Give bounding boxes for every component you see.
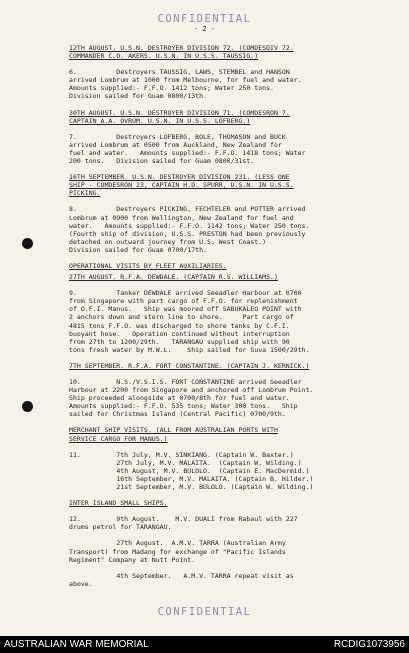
paragraph-line: tons fresh water by M.W.L. Ship sailed for Suva 1500/29th. [69,345,310,354]
paragraph-line: 4th August, M.V. BULOLO. (Captain E. MacDermid.) [69,466,310,475]
punch-hole [22,238,33,249]
paragraph-line: detached on outward journey from U.S. West Coast.) [69,237,267,246]
paragraph-line: (Fourth ship of division, U.S.S. PRESTON had been previously [69,229,306,238]
paragraph-line: arrived Lombrum at 0500 from Auckland, New Zealand for [69,140,282,149]
paragraph-line: Division sailed for Guam 0700/17th. [69,245,207,254]
report-body [69,44,357,588]
paragraph-line: 10. N.S./V.S.I.S. FORT CONSTANTINE arrived Seeadler [69,378,302,386]
section-heading: 7TH SEPTEMBER. R.F.A. FORT CONSTANTINE. (CAPTAIN J. KERNICK.) [69,361,310,370]
paragraph-line: 9. Tanker DEWDALE arrived Seeadler Harbour at 0700 [69,289,302,298]
paragraph-line: of O.F.I. Manus. Ship was moored off SABUKALEO POINT with [69,305,302,314]
paragraph-line: 4815 tons F.F.O. was discharged to shore tanks by C.F.I. [69,321,290,330]
archive-name: AUSTRALIAN WAR MEMORIAL [4,639,149,650]
section-heading: MERCHANT SHIP VISITS. (ALL FROM AUSTRALIAN PORTS WITH [69,426,278,435]
paragraph-line: buoyant hose. Operation continued without interruption [69,329,290,338]
paragraph-line: 21st September, M.V. BULOLO. (Captain W. Wilding.) [69,483,314,492]
paragraph-line: arrived Lombrum at 1000 from Melbourne, for fuel and water. [69,76,302,85]
archive-footer-bar [0,636,409,653]
paragraph-line: 27th August. A.M.V. TARRA (Australian Army [69,539,286,548]
section-heading: 30TH AUGUST. U.S.N. DESTROYER DIVISION 71. (COMDESRON 7. [69,108,290,117]
confidential-stamp-bottom: CONFIDENTIAL [157,606,252,618]
section-heading: COMMANDER C.O. AKERS. U.S.N. IN U.S.S. TAUSSIG.) [69,52,259,61]
section-heading: 12TH AUGUST. U.S.N. DESTROYER DIVISION 72. (COMDESDIV 72. [69,44,294,52]
paragraph-line: Division sailed for Guam 0800/13th. [69,92,207,101]
section-heading: SHIP - COMDESRON 23, CAPTAIN H.D. SPURR, U.S.N. IN U.S.S. [69,181,294,190]
paragraph-line: sailed for Christmas Island (Central Pacific) 0700/9th. [69,410,286,419]
record-id: RCDIG1073956 [333,639,405,650]
section-heading: CAPTAIN A.A. OVRUM. U.S.N. IN U.S.S. LOFBERG.) [69,116,251,125]
paragraph-line: 6. Destroyers TAUSSIG, LAWS, STEMBEL and HANSON [69,68,290,77]
paragraph-line: water. Amounts supplied:- F.F.O. 1142 tons; Water 250 tons. [69,221,310,230]
section-heading: OPERATIONAL VISITS BY FLEET AUXILIARIES. [69,261,227,270]
paragraph-line: 27th July, M.V. MALAITA. (Captain W. Wilding.) [69,458,302,467]
paragraph-line: 12. 9th August. M.V. DUALI from Rabaul with 227 [69,515,298,524]
paragraph-line: 200 tons. Division sailed for Guam 0800/31st. [69,157,255,166]
section-heading: SERVICE CARGO FOR MANUS.) [69,434,168,443]
section-heading: PICKING. [69,189,101,198]
paragraph-line: Transport) from Madang for exchange of "Pacific Islands [69,547,286,556]
paragraph-line: Amounts supplied:- F.F.O. 535 tons; Water 300 tons. Ship [69,402,298,411]
paragraph-line: above. [69,579,93,588]
paragraph-line: from 27th to 1200/29th. TARANGAU supplied ship with 90 [69,337,290,346]
section-heading: INTER ISLAND SMALL SHIPS. [69,499,168,508]
paragraph-line: 8. Destroyers PICKING, FECHTELER and POTTER arrived [69,205,306,214]
paragraph-line: Regiment" Company at Nutt Point. [69,555,196,564]
confidential-stamp-top: CONFIDENTIAL [157,13,252,25]
paragraph-line: 7. Destroyers LOFBERG, BOLE, THOMASON and BUCK [69,132,286,141]
paragraph-line: 4th September. A.M.V. TARRA repeat visit as [69,571,294,580]
paragraph-line: drums petrol for TARANGAU. [69,523,172,532]
paragraph-line: Ship proceeded alongside at 0700/8th for fuel and water. [69,394,290,403]
paragraph-line: fuel and water. Amounts supplied:- F.F.O. 1418 tons; Water [69,148,306,157]
paragraph-line: Lombrum at 0900 from Wellington, New Zealand for fuel and [69,213,294,222]
paragraph-line: Amounts supplied:- F.F.O. 1412 tons; Water 250 tons. [69,84,274,93]
punch-hole [22,401,33,412]
paragraph-line: 11. 7th July, M.V. SINKIANG. (Captain W. Baxter.) [69,450,294,459]
section-heading: 16TH SEPTEMBER. U.S.N. DESTROYER DIVISION 231. (LESS ONE [69,173,290,182]
paragraph-line: 16th September, M.V. MALAITA. (Captain B. Hilder.) [69,474,314,483]
paragraph-line: Harbour at 2200 from Singapore and anchored off Lombrum Point. [69,386,314,395]
page-number: - 2 - [193,25,216,33]
paragraph-line: from Singapore with part cargo of F.F.O. for replenishment [69,297,298,306]
paragraph-line: 2 anchors down and stern line to shore. Part cargo of [69,313,294,322]
section-heading: 27TH AUGUST. R.F.A. DEWDALE. (CAPTAIN R.S. WILLIAMS.) [69,273,278,282]
